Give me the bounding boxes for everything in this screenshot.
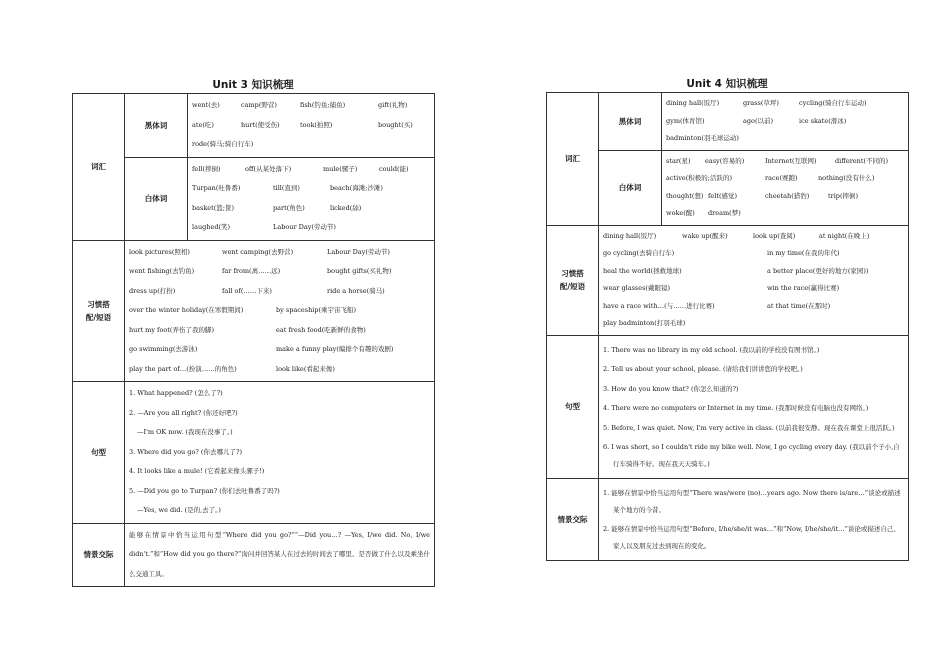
phrase-line [129, 301, 430, 321]
phrase-line [129, 340, 430, 360]
vocab-word: rode(骑马;骑自行车) [192, 140, 254, 148]
phrase: ride a horse(骑马) [327, 286, 385, 295]
phrase-line [603, 280, 904, 298]
vocab-word: active(积极的;活跃的) [666, 174, 732, 182]
sentence: 6. I was short, so I couldn't ride my bike well. Now, I go cycling every day. (我以前个子小,自行车骑得不好。现在我天天骑车。) [603, 443, 900, 468]
unit4-vocab-plain-row [547, 150, 909, 225]
phrases-label-line: 习惯搭 [561, 269, 584, 278]
vocab-line [666, 188, 904, 206]
vocab-word: ago(以前) [743, 116, 774, 125]
unit4-phrases-row [547, 225, 909, 335]
vocab-word: off(从某处落下) [245, 164, 292, 173]
vocab-word: dining hall(饭厅) [666, 99, 720, 107]
phrase: fall of(……下来) [222, 286, 272, 295]
communication-text: 2. 能够在情景中恰当运用句型“Before, I/he/she/it was…”和“Now, I/he/she/it…”谈论或描述自己、家人以及朋友过去到现在的变化。 [603, 525, 900, 550]
sentence: 4. It looks like a mule! (它看起来像头骡子!) [129, 467, 265, 475]
sentence: —I'm OK now. (我现在没事了。) [137, 428, 233, 436]
phrases-label-line: 配/短语 [559, 282, 586, 291]
unit4-plain-words [662, 150, 909, 225]
vocab-word: till(直到) [273, 184, 300, 192]
phrase: look pictures(照相) [129, 247, 190, 256]
vocab-word: race(赛跑) [765, 174, 798, 182]
vocab-word: Turpan(吐鲁番) [192, 184, 241, 192]
vocab-word: Labour Day(劳动节) [273, 223, 336, 231]
sentence: 4. There were no computers or Internet in my time. (我那时候没有电脑也没有网络。) [603, 404, 869, 412]
unit3-phrases [125, 240, 435, 382]
vocab-line [192, 135, 430, 155]
vocab-word: went(去) [192, 101, 220, 109]
vocab-word: bought(买) [378, 120, 413, 129]
phrase: look like(看起来像) [276, 364, 335, 373]
unit3-table [72, 93, 435, 587]
phrase: by spaceship(乘宇宙飞船) [276, 306, 357, 314]
phrase-line [603, 298, 904, 316]
vocab-word: fell(摔倒) [192, 164, 221, 173]
phrase-line [129, 282, 430, 302]
phrase: at that time(在那时) [767, 301, 831, 310]
unit4-plain-label: 白体词 [599, 150, 662, 225]
unit4-communication [599, 479, 909, 561]
unit3-communication-row [73, 523, 435, 587]
unit3-phrases-row [73, 240, 435, 382]
vocab-line [192, 218, 430, 238]
vocab-word: nothing(没有什么) [818, 174, 875, 182]
unit4-sentences [599, 335, 909, 479]
phrase: go swimming(去游泳) [129, 345, 198, 353]
vocab-line [192, 116, 430, 136]
unit3-communication [125, 523, 435, 587]
unit3-bold-words [188, 94, 435, 158]
communication-text: 能够在情景中恰当运用句型“Where did you go?”“—Did you…? —Yes, I/we did. No, I/we didn't.”和“How did you go there?”询问并回答某人在过去的时间去了哪里、是否做了什么以及乘坐什么交通工具。 [129, 530, 430, 578]
sentence: —Yes, we did. (是的,去了。) [137, 506, 221, 514]
sentence: 5. —Did you go to Turpan? (你们去吐鲁番了吗?) [129, 486, 280, 495]
phrase: wear glasses(戴眼镜) [603, 284, 670, 292]
unit3-vocab-bold-row [73, 94, 435, 158]
phrase: go cycling(去骑自行车) [603, 249, 675, 257]
unit3-sentences-label: 句型 [73, 382, 125, 524]
vocab-line [192, 96, 430, 116]
phrase-line [603, 263, 904, 281]
vocab-word: basket(篮;筐) [192, 203, 235, 212]
vocab-line [666, 170, 904, 188]
vocab-word: felt(感觉) [708, 191, 738, 200]
phrase: make a funny play(编排个有趣的戏剧) [276, 345, 394, 353]
unit4-communication-row [547, 479, 909, 561]
vocab-word: woke(醒) [666, 209, 695, 217]
vocab-word: took(拍照) [300, 120, 333, 129]
vocab-line [666, 130, 904, 148]
phrase-line [129, 321, 430, 341]
unit4-bold-words [662, 93, 909, 151]
vocab-word: camp(野营) [241, 101, 277, 109]
phrases-label-line: 习惯搭 [87, 299, 110, 309]
phrase: Labour Day(劳动节) [327, 247, 390, 256]
vocab-word: mule(骡子) [323, 164, 358, 173]
phrase-line [603, 228, 904, 246]
phrase-line [603, 245, 904, 263]
sentence: 3. Where did you go? (你去哪儿了?) [129, 447, 242, 456]
phrase: over the winter holiday(在寒假期间) [129, 306, 244, 314]
phrase: heal the world(拯救地球) [603, 266, 682, 275]
vocab-word: part(角色) [273, 203, 305, 212]
unit3-phrases-label [73, 240, 125, 382]
phrase: a better place(更好的地方(家园)) [767, 266, 869, 275]
unit4-vocab-label: 词汇 [547, 93, 599, 226]
unit4-sheet [546, 77, 908, 561]
unit3-vocab-label: 词汇 [73, 94, 125, 241]
phrase: play badminton(打羽毛球) [603, 319, 686, 327]
vocab-word: badminton(羽毛球运动) [666, 134, 739, 142]
vocab-word: cheetah(猎豹) [765, 191, 810, 200]
vocab-word: fish(钓鱼;捕鱼) [300, 101, 346, 109]
vocab-word: grass(草坪) [743, 99, 779, 107]
unit4-bold-label: 黑体词 [599, 93, 662, 151]
phrase: eat fresh food(吃新鲜的食物) [276, 325, 366, 334]
sentence: 2. —Are you all right? (你还好吧?) [129, 408, 238, 417]
vocab-line [192, 160, 430, 180]
unit4-sentences-label: 句型 [547, 335, 599, 479]
vocab-word: trip(摔倒) [828, 191, 859, 200]
unit3-communication-label: 情景交际 [73, 523, 125, 587]
unit4-communication-label: 情景交际 [547, 479, 599, 561]
vocab-word: Internet(互联网) [765, 156, 817, 165]
sentence: 1. There was no library in my old school. (我以前的学校没有图书馆。) [603, 345, 820, 354]
phrase: dining hall(饭厅) [603, 231, 657, 240]
vocab-word: licked(舔) [330, 203, 362, 212]
vocab-word: gym(体育馆) [666, 116, 705, 125]
vocab-word: laughed(笑) [192, 223, 231, 231]
vocab-line [192, 199, 430, 219]
unit4-vocab-bold-row [547, 93, 909, 151]
unit3-sheet [72, 78, 434, 587]
phrase: far from(离……远) [222, 267, 281, 275]
phrase-line [129, 360, 430, 380]
unit3-sentences-row [73, 382, 435, 524]
communication-text: 1. 能够在情景中恰当运用句型“There was/were (no)…years ago. Now there is/are…”谈论或描述某个地方的今昔。 [603, 489, 901, 514]
phrase: wake up(醒来) [682, 231, 728, 240]
unit4-table [546, 92, 909, 561]
sentence: 2. Tell us about your school, please. (请给我们讲讲您的学校吧。) [603, 365, 803, 373]
vocab-word: easy(容易的) [705, 156, 745, 165]
vocab-line [666, 95, 904, 113]
phrase: at night(在晚上) [819, 231, 870, 240]
vocab-word: hurt(使受伤) [241, 120, 280, 129]
unit4-title: Unit 4 知识梳理 [686, 78, 768, 90]
unit3-vocab-plain-row [73, 157, 435, 240]
phrase: in my time(在我的年代) [767, 249, 840, 257]
unit3-sentences [125, 382, 435, 524]
phrase: look up(查阅) [753, 231, 796, 240]
vocab-word: could(能) [379, 164, 409, 173]
phrase: play the part of…(扮演……的角色) [129, 364, 237, 373]
unit3-title: Unit 3 知识梳理 [212, 79, 294, 91]
phrase-line [129, 262, 430, 282]
vocab-word: gift(礼物) [378, 101, 408, 109]
vocab-line [192, 179, 430, 199]
sentence: 3. How do you know that? (你怎么知道的?) [603, 384, 739, 393]
unit4-phrases [599, 225, 909, 335]
vocab-word: thought(想) [666, 191, 704, 200]
vocab-line [666, 113, 904, 131]
vocab-word: ate(吃) [192, 120, 214, 129]
phrase: bought gifts(买礼物) [327, 267, 392, 275]
phrase: went fishing(去钓鱼) [129, 267, 195, 275]
sentence: 5. Before, I was quiet. Now, I'm very active in class. (以前我很安静。现在我在课堂上很活跃。) [603, 423, 895, 432]
vocab-word: cycling(骑自行车运动) [799, 99, 867, 107]
vocab-word: star(星) [666, 156, 691, 165]
phrase-line [603, 315, 904, 333]
unit3-bold-label: 黑体词 [125, 94, 188, 158]
vocab-word: beach(海滩;沙滩) [330, 184, 383, 192]
vocab-line [666, 205, 904, 223]
vocab-word: different(不同的) [835, 156, 889, 165]
phrase: went camping(去野营) [222, 247, 294, 256]
phrases-label-line: 配/短语 [85, 312, 112, 322]
vocab-word: dream(梦) [708, 209, 741, 217]
phrase: dress up(打扮) [129, 286, 176, 295]
unit4-phrases-label [547, 225, 599, 335]
unit3-plain-words [188, 157, 435, 240]
vocab-line [666, 153, 904, 171]
sentence: 1. What happened? (怎么了?) [129, 389, 223, 397]
vocab-word: ice skate(滑冰) [799, 116, 847, 125]
unit4-sentences-row [547, 335, 909, 479]
phrase: hurt my foot(弄伤了我的脚) [129, 325, 214, 334]
phrase: have a race with…(与……进行比赛) [603, 301, 715, 310]
phrase: win the race(赢得比赛) [767, 284, 840, 292]
phrase-line [129, 243, 430, 263]
unit3-plain-label: 白体词 [125, 157, 188, 240]
